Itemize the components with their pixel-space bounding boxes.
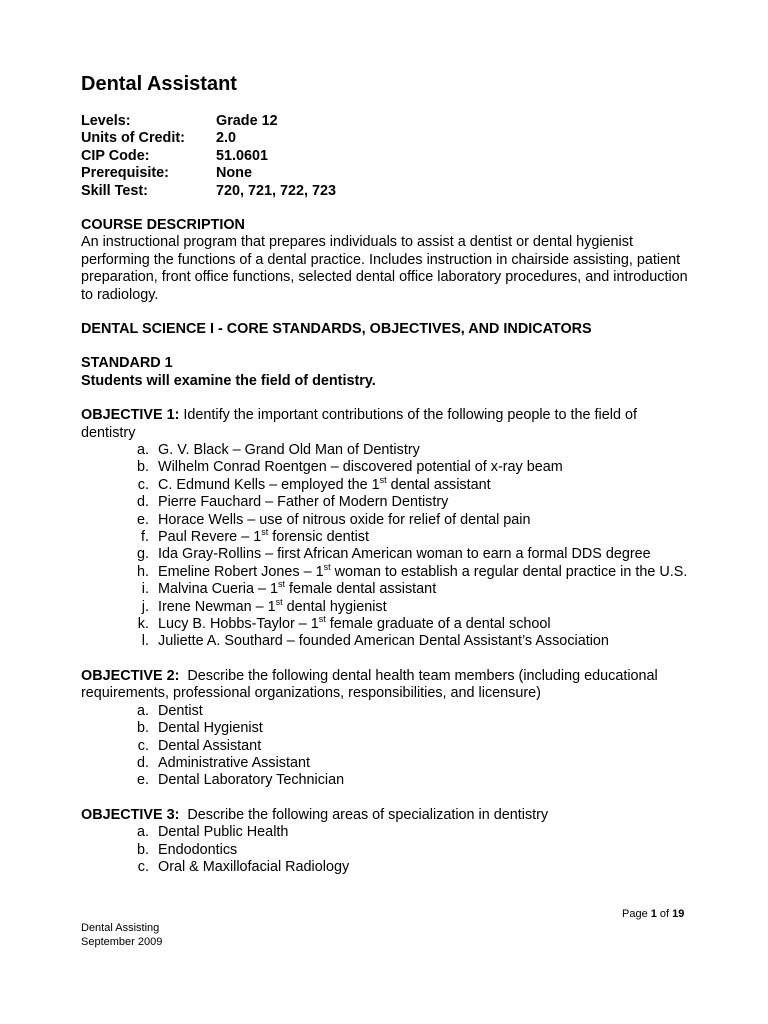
list-item-text-pre: Dental Public Health <box>158 824 289 841</box>
page-of: of <box>656 908 673 920</box>
meta-label: Units of Credit: <box>81 130 185 147</box>
document-page <box>81 72 691 876</box>
meta-value: Grade 12 <box>216 113 278 129</box>
list-item-letter: b. <box>136 459 149 476</box>
list-item-text <box>149 561 691 581</box>
list-item-text-pre: Dental Assistant <box>158 737 262 754</box>
objective-statement <box>81 668 691 703</box>
list-item-letter: d. <box>136 494 149 511</box>
list-item-text <box>149 494 691 511</box>
document-title: Dental Assistant <box>81 73 237 95</box>
meta-label: CIP Code: <box>81 147 150 164</box>
list-item-text-pre: Dentist <box>158 702 203 719</box>
list-item <box>81 546 691 563</box>
objectives-list <box>81 407 691 876</box>
list-item-letter: a. <box>136 824 149 841</box>
list-item-text <box>149 442 691 459</box>
meta-value: 51.0601 <box>216 147 269 164</box>
list-item-text-pre: Endodontics <box>158 841 238 858</box>
list-item-text <box>149 703 691 720</box>
list-item-letter: j. <box>141 598 149 615</box>
list-item-text-pre: C. Edmund Kells – employed the 1 <box>158 476 380 493</box>
list-item-letter: i. <box>141 581 149 598</box>
list-item-text <box>149 529 691 546</box>
list-item <box>81 772 691 789</box>
list-item <box>81 474 691 494</box>
list-item-text <box>149 581 691 598</box>
ordinal-suffix: st <box>261 527 269 538</box>
objective-label: OBJECTIVE 1: <box>81 407 180 424</box>
list-item-text-post: female graduate of a dental school <box>325 616 551 633</box>
list-item <box>81 633 691 650</box>
list-item <box>81 442 691 459</box>
course-meta <box>81 113 691 200</box>
ordinal-suffix: st <box>379 474 387 485</box>
list-item <box>81 859 691 876</box>
list-item-text <box>149 633 691 650</box>
footer-date: September 2009 <box>81 935 163 948</box>
list-item-letter: a. <box>136 442 149 459</box>
meta-value: None <box>216 165 252 182</box>
ordinal-suffix: st <box>323 561 331 572</box>
objective-label: OBJECTIVE 2: <box>81 667 180 684</box>
page-number <box>622 908 684 922</box>
meta-label: Prerequisite: <box>81 165 169 182</box>
list-item-text-post: female dental assistant <box>285 581 437 598</box>
list-item-text-pre: Horace Wells – use of nitrous oxide for relief of dental pain <box>158 511 531 528</box>
list-item-text <box>149 859 691 876</box>
list-item-text-post: woman to establish a regular dental practice in the U.S. <box>330 563 688 580</box>
list-item <box>81 561 691 581</box>
ordinal-suffix: st <box>275 596 283 607</box>
list-item-text-pre: Paul Revere – 1 <box>158 529 262 546</box>
list-item <box>81 738 691 755</box>
page-total: 19 <box>672 908 685 920</box>
list-item-text-post: forensic dentist <box>268 529 370 546</box>
list-item-text-pre: Dental Hygienist <box>158 720 263 737</box>
list-item <box>81 616 691 633</box>
objective-2 <box>81 668 691 790</box>
list-item-text-pre: Lucy B. Hobbs-Taylor – 1 <box>158 616 319 633</box>
list-item <box>81 512 691 529</box>
list-item-letter: c. <box>137 476 149 493</box>
page-current: 1 <box>650 908 657 920</box>
objective-text: Describe the following dental health team members (including educational requirements, professional organizations, responsibilities, and licensure) <box>81 667 662 702</box>
footer-left <box>81 922 162 949</box>
list-item-text-pre: Oral & Maxillofacial Radiology <box>158 858 350 875</box>
list-item-text-pre: Emeline Robert Jones – 1 <box>158 563 324 580</box>
meta-label: Skill Test: <box>81 182 148 199</box>
list-item <box>81 824 691 841</box>
list-item-text <box>149 474 691 494</box>
list-item-text <box>149 772 691 789</box>
list-item-letter: a. <box>136 702 149 719</box>
list-item <box>81 529 691 546</box>
list-item-text-post: dental assistant <box>386 476 491 493</box>
list-item-text-pre: Administrative Assistant <box>158 754 310 771</box>
list-item-text-pre: Wilhelm Conrad Roentgen – discovered potential of x-ray beam <box>158 459 563 476</box>
list-item <box>81 720 691 737</box>
list-item-text <box>149 459 691 476</box>
list-item-letter: k. <box>137 616 149 633</box>
standard-block <box>81 355 691 390</box>
list-item-text-pre: Malvina Cueria – 1 <box>158 581 278 598</box>
list-item <box>81 494 691 511</box>
list-item-text-pre: G. V. Black – Grand Old Man of Dentistry <box>158 442 420 459</box>
objective-items <box>81 703 691 790</box>
list-item-text-pre: Ida Gray-Rollins – first African American woman to earn a formal DDS degree <box>158 546 651 563</box>
list-item-text <box>149 842 691 859</box>
page-prefix: Page <box>622 908 651 920</box>
course-description-text: An instructional program that prepares individuals to assist a dentist or dental hygienist performing the functions of a dental practice. Includes instruction in chairside assisting, patient preparation, front office functions, selected dental office laboratory procedures, and introduction to radiology. <box>81 234 688 303</box>
list-item-letter: l. <box>141 633 149 650</box>
list-item-letter: e. <box>136 772 149 789</box>
objective-3 <box>81 807 691 877</box>
list-item <box>81 703 691 720</box>
objective-label: OBJECTIVE 3: <box>81 806 180 823</box>
list-item-text-pre: Irene Newman – 1 <box>158 598 276 615</box>
standard-title: STANDARD 1 <box>81 355 173 372</box>
list-item-letter: g. <box>136 546 149 563</box>
objective-text: Identify the important contributions of the following people to the field of dentistry <box>81 407 641 441</box>
list-item-letter: f. <box>141 529 149 546</box>
list-item-letter: e. <box>136 511 149 528</box>
list-item-text <box>149 720 691 737</box>
list-item-text <box>149 546 691 563</box>
list-item-text <box>149 738 691 755</box>
ordinal-suffix: st <box>318 614 326 625</box>
objective-1 <box>81 407 691 651</box>
objective-items <box>81 442 691 651</box>
list-item-text-post: dental hygienist <box>282 598 387 615</box>
list-item-text <box>149 596 691 616</box>
objective-statement <box>81 407 691 442</box>
list-item-letter: d. <box>136 754 149 771</box>
objective-statement <box>81 807 691 824</box>
list-item-text <box>149 616 691 633</box>
list-item-text-pre: Juliette A. Southard – founded American Dental Assistant’s Association <box>158 633 609 650</box>
list-item <box>81 755 691 772</box>
objective-text: Describe the following areas of specialization in dentistry <box>179 806 549 823</box>
standard-text: Students will examine the field of dentistry. <box>81 372 376 389</box>
course-description-heading: COURSE DESCRIPTION <box>81 216 245 233</box>
ordinal-suffix: st <box>277 579 285 590</box>
list-item-letter: c. <box>137 737 149 754</box>
list-item-letter: b. <box>136 841 149 858</box>
list-item-text <box>149 512 691 529</box>
meta-label: Levels: <box>81 113 131 129</box>
list-item <box>81 596 691 616</box>
core-standards-heading: DENTAL SCIENCE I - CORE STANDARDS, OBJECTIVES, AND INDICATORS <box>81 320 592 337</box>
objective-items <box>81 824 691 876</box>
list-item-text <box>149 755 691 772</box>
list-item-text <box>149 824 691 841</box>
list-item-text-pre: Pierre Fauchard – Father of Modern Dentistry <box>158 494 449 511</box>
list-item-text-pre: Dental Laboratory Technician <box>158 772 345 789</box>
list-item-letter: c. <box>137 858 149 875</box>
meta-value: 2.0 <box>216 130 237 147</box>
list-item <box>81 842 691 859</box>
list-item-letter: h. <box>136 563 149 580</box>
meta-value: 720, 721, 722, 723 <box>216 182 337 199</box>
footer-course: Dental Assisting <box>81 922 160 934</box>
list-item-letter: b. <box>136 720 149 737</box>
list-item <box>81 581 691 598</box>
